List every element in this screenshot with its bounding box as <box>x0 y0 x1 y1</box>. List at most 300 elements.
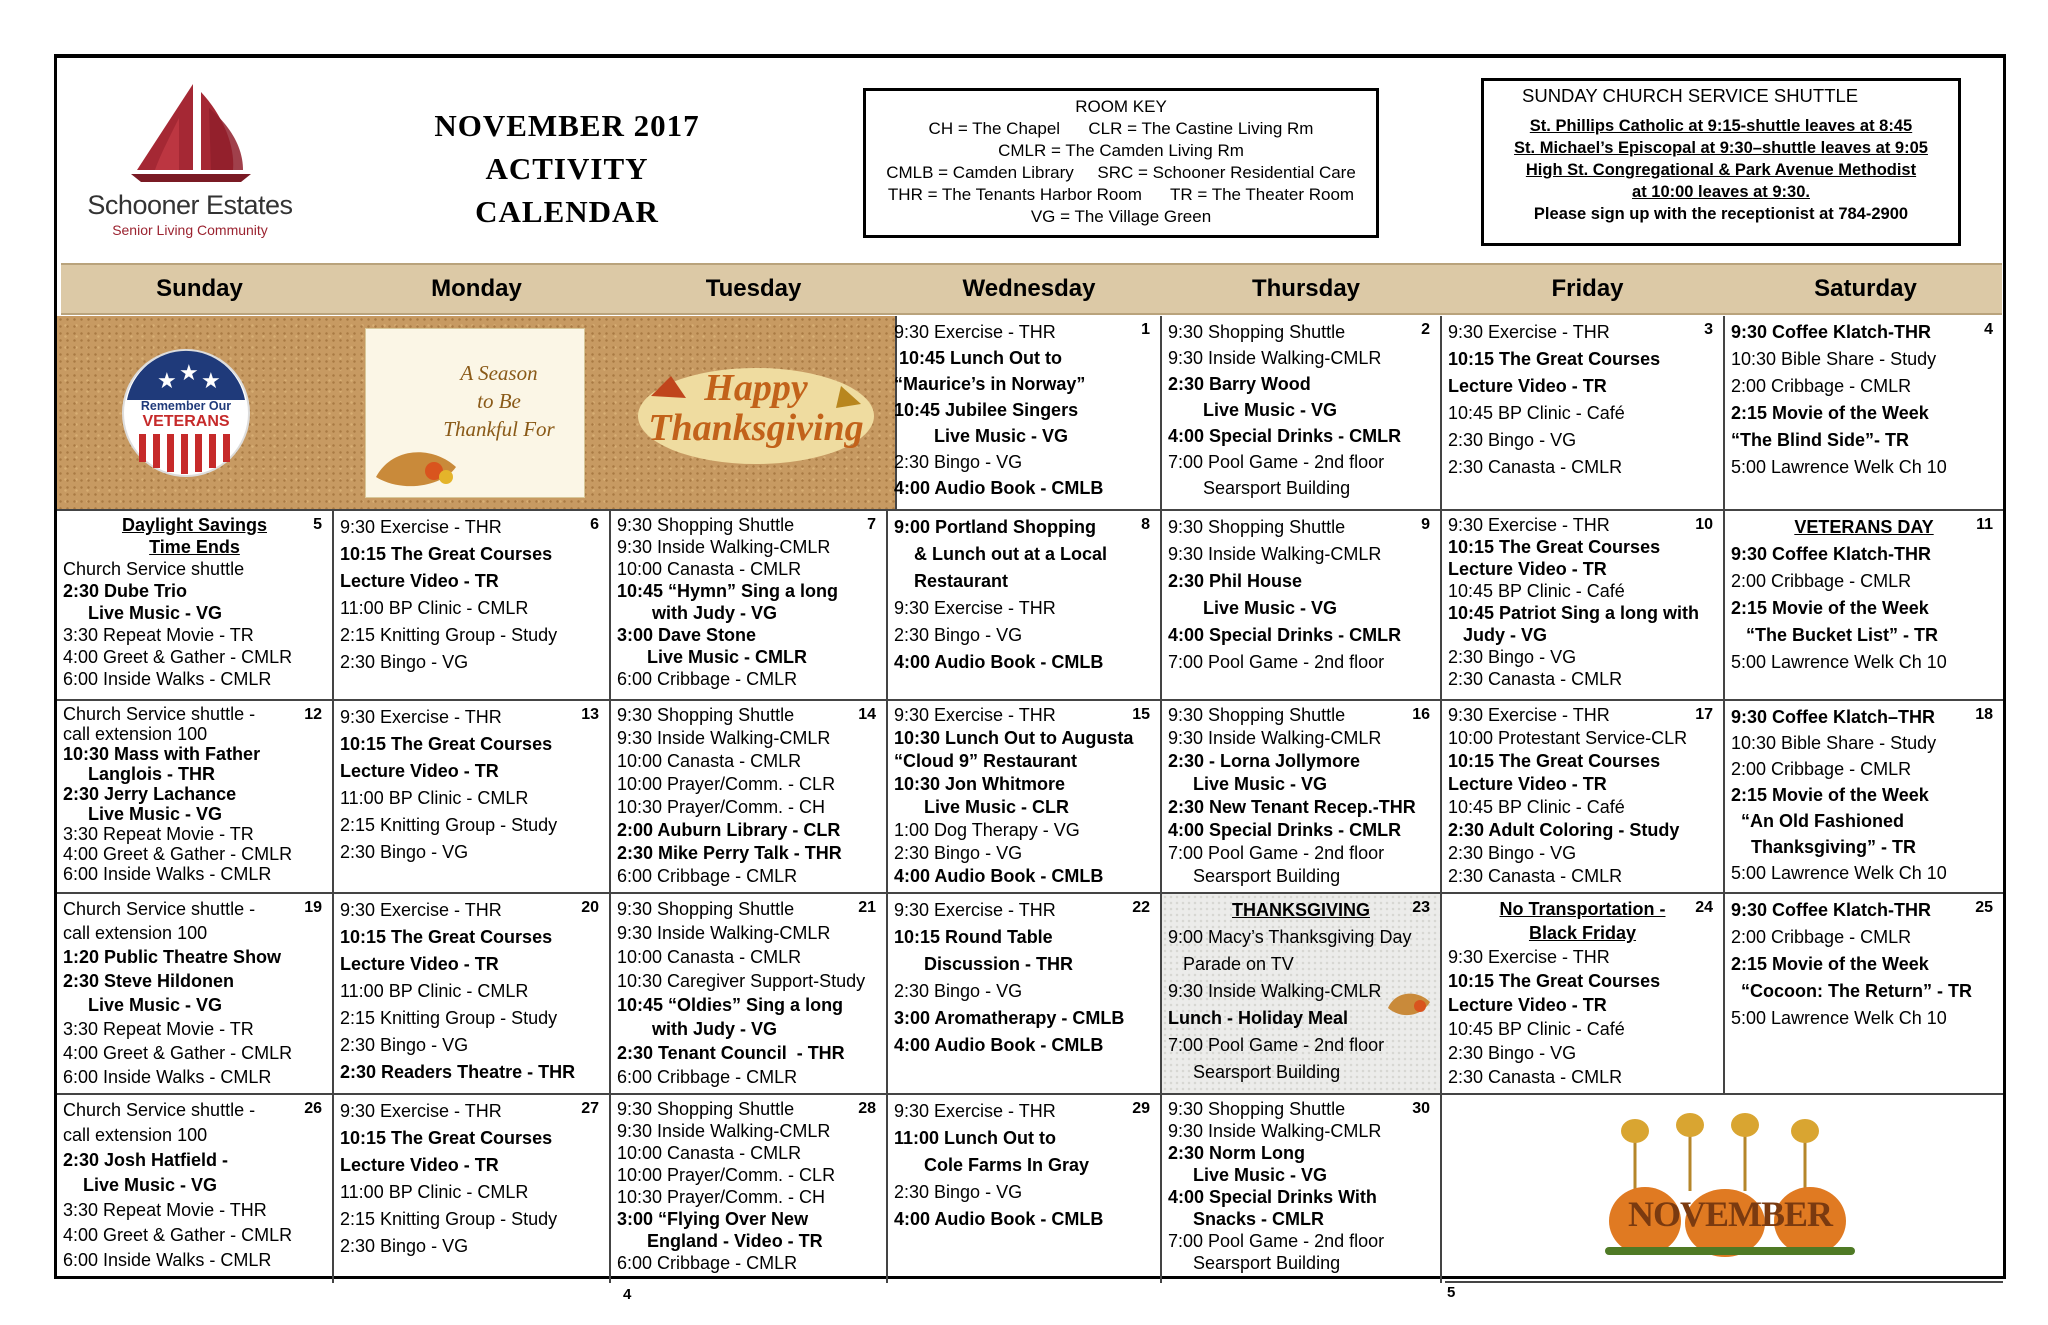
event-line: 10:15 The Great Courses <box>1448 971 1661 991</box>
event-line: 10:30 Prayer/Comm. - CH <box>617 797 826 817</box>
event-line: 9:30 Exercise - THR <box>1448 947 1610 967</box>
event-line: 10:00 Canasta - CMLR <box>617 1143 802 1163</box>
event-line: 11:00 BP Clinic - CMLR <box>340 981 529 1001</box>
shuttle-heading: SUNDAY CHURCH SERVICE SHUTTLE <box>1522 85 1859 106</box>
event-line: Lecture Video - TR <box>340 571 499 591</box>
event-line: 3:00 Dave Stone <box>617 625 757 645</box>
event-line: 10:15 Round Table <box>894 927 1053 947</box>
brand-name: Schooner Estates <box>87 190 293 220</box>
event-line: 2:30 Mike Perry Talk - THR <box>617 843 842 863</box>
event-line: Langlois - THR <box>63 764 215 784</box>
event-line: 9:30 Shopping Shuttle <box>1168 517 1346 537</box>
event-line: Church Service shuttle - <box>63 704 256 724</box>
day-number: 13 <box>581 706 599 723</box>
day-cell <box>1162 1095 1442 1283</box>
event-line: 2:15 Movie of the Week <box>1731 403 1929 423</box>
day-number: 17 <box>1695 706 1713 723</box>
day-cell <box>611 511 888 701</box>
event-line: Live Music - VG <box>1168 598 1338 618</box>
day-number: 2 <box>1421 321 1430 338</box>
weekday-label: Tuesday <box>705 275 802 302</box>
room-key-line: CH = The Chapel CLR = The Castine Living Rm <box>928 119 1314 138</box>
event-line: 1:20 Public Theatre Show <box>63 947 282 967</box>
event-line: 10:00 Canasta - CMLR <box>617 559 802 579</box>
event-line: 10:30 Lunch Out to Augusta <box>894 728 1134 748</box>
event-line: 9:30 Exercise - THR <box>894 322 1056 342</box>
event-line: 10:15 The Great Courses <box>1448 537 1661 557</box>
event-line: 3:00 “Flying Over New <box>617 1209 809 1229</box>
day-number: 11 <box>1976 516 1993 533</box>
event-line: 11:00 BP Clinic - CMLR <box>340 788 529 808</box>
event-line: 10:45 Jubilee Singers <box>894 400 1079 420</box>
event-line: 10:30 Prayer/Comm. - CH <box>617 1187 826 1207</box>
happy-text <box>631 368 881 448</box>
event-line: 10:45 Patriot Sing a long with <box>1448 603 1700 623</box>
room-key-line: CMLR = The Camden Living Rm <box>998 141 1244 160</box>
day-number: 15 <box>1132 706 1150 723</box>
svg-text:★: ★ <box>157 369 177 394</box>
event-line: 2:30 Norm Long <box>1168 1143 1306 1163</box>
event-line: 9:30 Coffee Klatch-THR <box>1731 322 1932 342</box>
page-number: 4 <box>623 1286 632 1303</box>
event-line: 4:00 Audio Book - CMLB <box>894 1209 1104 1229</box>
event-line: 9:30 Exercise - THR <box>1448 705 1610 725</box>
room-key-line: VG = The Village Green <box>1030 207 1212 226</box>
day-number: 4 <box>1984 321 1993 338</box>
day-cell <box>1162 316 1442 511</box>
event-line: Live Music - VG <box>1168 1165 1328 1185</box>
day-number: 14 <box>858 706 876 723</box>
november-graphic-cell <box>1445 1095 2003 1283</box>
day-cell <box>334 701 611 894</box>
event-line: Lecture Video - TR <box>1448 774 1607 794</box>
event-line: Searsport Building <box>1168 866 1341 886</box>
event-line: 6:00 Inside Walks - CMLR <box>63 864 272 884</box>
day-cell <box>1162 511 1442 701</box>
event-line: 7:00 Pool Game - 2nd floor <box>1168 1035 1385 1055</box>
event-line: 10:45 BP Clinic - Café <box>1448 797 1625 817</box>
event-line: 2:30 Josh Hatfield - <box>63 1150 229 1170</box>
event-line: 10:15 The Great Courses <box>340 1128 553 1148</box>
event-line: 9:30 Shopping Shuttle <box>1168 322 1346 342</box>
event-line: 9:30 Coffee Klatch-THR <box>1731 900 1932 920</box>
event-line: 10:00 Prayer/Comm. - CLR <box>617 774 836 794</box>
event-line: 2:30 Bingo - VG <box>340 842 469 862</box>
event-line: Black Friday <box>1528 923 1637 943</box>
day-number: 6 <box>590 516 599 533</box>
event-line: 9:30 Shopping Shuttle <box>1168 705 1346 725</box>
event-line: 9:00 Macy’s Thanksgiving Day <box>1168 927 1412 947</box>
event-line: Searsport Building <box>1168 478 1351 498</box>
day-number: 7 <box>867 516 876 533</box>
day-cell <box>1725 894 2003 1095</box>
day-number: 19 <box>304 899 322 916</box>
event-line: “An Old Fashioned <box>1731 811 1905 831</box>
event-line: Thanksgiving” - TR <box>1731 837 1917 857</box>
shuttle-line: High St. Congregational & Park Avenue Methodist <box>1525 161 1917 179</box>
event-line: 7:00 Pool Game - 2nd floor <box>1168 843 1385 863</box>
event-line: 10:00 Prayer/Comm. - CLR <box>617 1165 836 1185</box>
event-line: with Judy - VG <box>617 603 778 623</box>
logo <box>75 78 305 238</box>
event-line: 3:30 Repeat Movie - TR <box>63 824 254 844</box>
page-title <box>387 104 747 233</box>
event-line: 2:30 Jerry Lachance <box>63 784 237 804</box>
event-line: Judy - VG <box>1448 625 1548 645</box>
day-number: 8 <box>1141 516 1150 533</box>
day-number: 9 <box>1421 516 1430 533</box>
event-line: call extension 100 <box>63 923 208 943</box>
event-line: 9:30 Inside Walking-CMLR <box>617 728 831 748</box>
day-number: 12 <box>304 706 322 723</box>
shuttle-line: St. Phillips Catholic at 9:15-shuttle leaves at 8:45 <box>1529 117 1913 135</box>
day-number: 5 <box>313 516 322 533</box>
weekday-label: Thursday <box>1251 275 1361 302</box>
day-cell <box>611 701 888 894</box>
event-line: 5:00 Lawrence Welk Ch 10 <box>1731 457 1947 477</box>
event-line: 4:00 Special Drinks With <box>1168 1187 1377 1207</box>
event-line: 10:15 The Great Courses <box>1448 349 1661 369</box>
day-number: 3 <box>1704 321 1713 338</box>
event-line: Lecture Video - TR <box>340 1155 499 1175</box>
event-line: 7:00 Pool Game - 2nd floor <box>1168 1231 1385 1251</box>
event-line: 6:00 Inside Walks - CMLR <box>63 669 272 689</box>
day-number: 27 <box>581 1100 599 1117</box>
day-cell <box>611 1095 888 1283</box>
thankful-card <box>365 328 585 498</box>
day-number: 25 <box>1975 899 1993 916</box>
event-line: 9:30 Exercise - THR <box>894 705 1056 725</box>
day-cell <box>1442 894 1725 1095</box>
event-line: 2:30 Dube Trio <box>63 581 188 601</box>
event-line: 2:00 Cribbage - CMLR <box>1731 927 1912 947</box>
event-line: 7:00 Pool Game - 2nd floor <box>1168 452 1385 472</box>
event-line: 2:30 New Tenant Recep.-THR <box>1168 797 1416 817</box>
title-line: CALENDAR <box>475 194 659 229</box>
event-line: 9:30 Inside Walking-CMLR <box>1168 728 1382 748</box>
church-shuttle-box <box>1481 78 1961 246</box>
event-line: with Judy - VG <box>617 1019 778 1039</box>
event-line: Lecture Video - TR <box>1448 376 1607 396</box>
event-line: England - Video - TR <box>617 1231 823 1251</box>
day-cell <box>1442 511 1725 701</box>
event-line: 9:30 Coffee Klatch-THR <box>1731 544 1932 564</box>
event-line: Daylight Savings <box>121 515 268 535</box>
event-line: Live Music - VG <box>894 426 1069 446</box>
event-line: 2:30 Bingo - VG <box>1448 1043 1577 1063</box>
day-cell <box>1442 316 1725 511</box>
event-line: Lecture Video - TR <box>1448 995 1607 1015</box>
weekday-header <box>61 263 2002 315</box>
event-line: 10:00 Canasta - CMLR <box>617 751 802 771</box>
page-number: 5 <box>1447 1284 1456 1301</box>
event-line: 10:30 Caregiver Support-Study <box>617 971 866 991</box>
event-line: Church Service shuttle - <box>63 899 256 919</box>
day-cell <box>57 1095 334 1283</box>
event-line: 11:00 BP Clinic - CMLR <box>340 1182 529 1202</box>
thankful-line: A Season <box>460 361 538 385</box>
event-line: 9:30 Exercise - THR <box>340 707 502 727</box>
event-line: 2:00 Cribbage - CMLR <box>1731 376 1912 396</box>
svg-text:★: ★ <box>201 369 221 394</box>
event-line: 2:30 Bingo - VG <box>340 1236 469 1256</box>
event-line: Live Music - VG <box>63 995 223 1015</box>
day-cell <box>1442 701 1725 894</box>
event-line: 6:00 Cribbage - CMLR <box>617 1067 798 1087</box>
event-line: 9:30 Exercise - THR <box>340 1101 502 1121</box>
event-line: 9:30 Exercise - THR <box>1448 515 1610 535</box>
event-line: 10:45 BP Clinic - Café <box>1448 581 1625 601</box>
event-line: 6:00 Cribbage - CMLR <box>617 669 798 689</box>
event-line: 2:30 Bingo - VG <box>894 1182 1023 1202</box>
event-line: 9:30 Coffee Klatch–THR <box>1731 707 1936 727</box>
event-line: 2:30 Canasta - CMLR <box>1448 457 1623 477</box>
event-line: Live Music - VG <box>63 1175 218 1195</box>
event-line: 6:00 Cribbage - CMLR <box>617 1253 798 1273</box>
day-number: 30 <box>1412 1100 1430 1117</box>
room-key-box <box>863 88 1379 238</box>
event-line: 2:15 Movie of the Week <box>1731 598 1929 618</box>
shuttle-line: Please sign up with the receptionist at 784-2900 <box>1533 205 1909 223</box>
event-line: 9:30 Inside Walking-CMLR <box>617 923 831 943</box>
event-line: 9:30 Shopping Shuttle <box>617 515 795 535</box>
thankful-line: to Be <box>477 389 521 413</box>
event-line: 10:30 Bible Share - Study <box>1731 349 1937 369</box>
event-line: 5:00 Lawrence Welk Ch 10 <box>1731 1008 1947 1028</box>
event-line: 9:30 Exercise - THR <box>340 900 502 920</box>
sailboat-logo-icon <box>75 78 305 188</box>
event-line: 4:00 Audio Book - CMLB <box>894 866 1104 886</box>
event-line: 9:30 Inside Walking-CMLR <box>1168 1121 1382 1141</box>
event-line: 9:30 Shopping Shuttle <box>617 705 795 725</box>
event-line: Parade on TV <box>1168 954 1294 974</box>
event-line: Live Music - VG <box>63 603 223 623</box>
event-line: 9:30 Shopping Shuttle <box>617 1099 795 1119</box>
event-line: 7:00 Pool Game - 2nd floor <box>1168 652 1385 672</box>
event-line: 10:45 Lunch Out to <box>894 348 1063 368</box>
day-cell <box>888 701 1162 894</box>
event-line: call extension 100 <box>63 1125 208 1145</box>
event-line: 4:00 Special Drinks - CMLR <box>1168 625 1402 645</box>
event-line: 10:45 BP Clinic - Café <box>1448 403 1625 423</box>
veterans-text: VETERANS <box>142 413 230 430</box>
calendar-grid <box>57 316 2003 1283</box>
event-line: “The Bucket List” - TR <box>1731 625 1939 645</box>
room-key-heading: ROOM KEY <box>1075 97 1167 116</box>
event-line: 9:30 Exercise - THR <box>894 1101 1056 1121</box>
day-cell <box>334 1095 611 1283</box>
event-line: 2:30 Bingo - VG <box>1448 647 1577 667</box>
weekday-label: Friday <box>1551 275 1624 302</box>
event-line: 4:00 Audio Book - CMLB <box>894 478 1104 498</box>
day-cell <box>1162 701 1442 894</box>
event-line: 4:00 Special Drinks - CMLR <box>1168 426 1402 446</box>
event-line: VETERANS DAY <box>1794 517 1934 537</box>
event-line: Lunch - Holiday Meal <box>1168 1008 1349 1028</box>
event-line: 2:30 Canasta - CMLR <box>1448 1067 1623 1087</box>
event-line: Discussion - THR <box>894 954 1074 974</box>
event-line: 2:15 Knitting Group - Study <box>340 625 558 645</box>
event-line: 3:30 Repeat Movie - THR <box>63 1200 267 1220</box>
event-line: 9:30 Inside Walking-CMLR <box>617 537 831 557</box>
day-cell <box>888 894 1162 1095</box>
event-line: 10:30 Jon Whitmore <box>894 774 1066 794</box>
day-cell <box>57 894 334 1095</box>
event-line: Time Ends <box>149 537 240 557</box>
happy-thanksgiving-graphic <box>631 346 881 476</box>
day-cell <box>1725 701 2003 894</box>
event-line: 2:30 Bingo - VG <box>1448 843 1577 863</box>
event-line: Live Music - VG <box>1168 774 1328 794</box>
event-line: 9:30 Exercise - THR <box>894 598 1056 618</box>
event-line: 10:30 Bible Share - Study <box>1731 733 1937 753</box>
shuttle-line: St. Michael’s Episcopal at 9:30–shuttle leaves at 9:05 <box>1514 139 1928 157</box>
event-line: 11:00 BP Clinic - CMLR <box>340 598 529 618</box>
event-line: 5:00 Lawrence Welk Ch 10 <box>1731 652 1947 672</box>
event-line: Live Music - CLR <box>894 797 1070 817</box>
event-line: 10:15 The Great Courses <box>340 544 553 564</box>
day-cell <box>57 701 334 894</box>
event-line: 3:00 Aromatherapy - CMLB <box>894 1008 1125 1028</box>
day-number: 10 <box>1695 516 1713 533</box>
event-line: 3:30 Repeat Movie - TR <box>63 1019 254 1039</box>
event-line: 9:30 Inside Walking-CMLR <box>1168 544 1382 564</box>
decorative-banner <box>57 316 897 511</box>
day-cell <box>888 316 1162 511</box>
day-cell <box>611 894 888 1095</box>
day-cell <box>888 1095 1162 1283</box>
day-cell <box>888 511 1162 701</box>
event-line: 11:00 Lunch Out to <box>894 1128 1057 1148</box>
event-line: 10:15 The Great Courses <box>1448 751 1661 771</box>
event-line: 4:00 Special Drinks - CMLR <box>1168 820 1402 840</box>
event-line: Live Music - CMLR <box>617 647 808 667</box>
event-line: 9:30 Inside Walking-CMLR <box>1168 348 1382 368</box>
day-number: 21 <box>858 899 876 916</box>
event-line: Lecture Video - TR <box>1448 559 1607 579</box>
event-line: 10:45 “Oldies” Sing a long <box>617 995 844 1015</box>
event-line: 4:00 Audio Book - CMLB <box>894 1035 1104 1055</box>
event-line: No Transportation - <box>1499 899 1666 919</box>
event-line: 1:00 Dog Therapy - VG <box>894 820 1080 840</box>
day-cell <box>334 511 611 701</box>
happy-line: Happy <box>704 367 808 409</box>
event-line: 10:45 BP Clinic - Café <box>1448 1019 1625 1039</box>
event-line: 2:30 Adult Coloring - Study <box>1448 820 1680 840</box>
day-number: 1 <box>1141 321 1150 338</box>
thankful-line: Thankful For <box>443 417 555 441</box>
title-line: NOVEMBER 2017 <box>434 108 700 143</box>
event-line: Live Music - VG <box>1168 400 1338 420</box>
day-cell <box>1725 511 2003 701</box>
veterans-text: Remember Our <box>140 399 232 413</box>
event-line: “Cocoon: The Return” - TR <box>1731 981 1972 1001</box>
event-line: 9:30 Exercise - THR <box>340 517 502 537</box>
event-line: Snacks - CMLR <box>1168 1209 1325 1229</box>
day-number: 18 <box>1975 706 1993 723</box>
event-line: Restaurant <box>894 571 1009 591</box>
day-number: 28 <box>858 1100 876 1117</box>
brand-tagline: Senior Living Community <box>112 222 268 238</box>
event-line: 2:00 Cribbage - CMLR <box>1731 759 1912 779</box>
event-line: 2:30 Bingo - VG <box>340 652 469 672</box>
event-line: 10:00 Canasta - CMLR <box>617 947 802 967</box>
day-cell <box>57 511 334 701</box>
event-line: 10:45 “Hymn” Sing a long <box>617 581 839 601</box>
day-number: 20 <box>581 899 599 916</box>
event-line: 4:00 Greet & Gather - CMLR <box>63 1043 293 1063</box>
event-line: 5:00 Lawrence Welk Ch 10 <box>1731 863 1947 883</box>
event-line: & Lunch out at a Local <box>894 544 1108 564</box>
day-number: 24 <box>1695 899 1713 916</box>
event-line: 4:00 Audio Book - CMLB <box>894 652 1104 672</box>
event-line: 2:30 Bingo - VG <box>894 843 1023 863</box>
event-line: 2:30 Bingo - VG <box>894 625 1023 645</box>
event-line: 9:30 Shopping Shuttle <box>617 899 795 919</box>
veterans-badge-icon <box>117 348 255 478</box>
event-line: 2:00 Cribbage - CMLR <box>1731 571 1912 591</box>
event-line: 9:30 Exercise - THR <box>1448 322 1610 342</box>
event-line: 2:30 Bingo - VG <box>894 981 1023 1001</box>
calendar-page <box>54 54 2006 1303</box>
day-number: 26 <box>304 1100 322 1117</box>
event-line: Church Service shuttle - <box>63 1100 256 1120</box>
event-line: 2:30 Tenant Council - THR <box>617 1043 845 1063</box>
day-number: 22 <box>1132 899 1150 916</box>
weekday-label: Wednesday <box>962 275 1096 302</box>
event-line: 2:30 Bingo - VG <box>894 452 1023 472</box>
weekday-label: Saturday <box>1814 275 1917 302</box>
event-line: 2:00 Auburn Library - CLR <box>617 820 841 840</box>
weekday-label: Sunday <box>156 275 243 302</box>
event-line: 10:30 Mass with Father <box>63 744 261 764</box>
pumpkins-wheat-icon <box>1605 1111 1855 1261</box>
room-key-line: THR = The Tenants Harbor Room TR = The Theater Room <box>887 185 1355 204</box>
event-line: Searsport Building <box>1168 1062 1341 1082</box>
event-line: Church Service shuttle <box>63 559 245 579</box>
event-line: “The Blind Side”- TR <box>1731 430 1909 450</box>
day-cell <box>334 894 611 1095</box>
day-cell <box>1725 316 2003 511</box>
event-line: 6:00 Inside Walks - CMLR <box>63 1067 272 1087</box>
event-line: 9:00 Portland Shopping <box>894 517 1097 537</box>
svg-text:★: ★ <box>179 361 199 386</box>
event-line: 2:15 Movie of the Week <box>1731 785 1929 805</box>
event-line: Lecture Video - TR <box>340 761 499 781</box>
event-line: 2:30 - Lorna Jollymore <box>1168 751 1361 771</box>
event-line: 2:15 Movie of the Week <box>1731 954 1929 974</box>
event-line: 9:30 Inside Walking-CMLR <box>617 1121 831 1141</box>
happy-line: Thanksgiving <box>648 407 864 449</box>
event-line: 2:30 Bingo - VG <box>1448 430 1577 450</box>
event-line: THANKSGIVING <box>1231 900 1370 920</box>
event-line: 9:30 Exercise - THR <box>894 900 1056 920</box>
november-word: NOVEMBER <box>1627 1194 1832 1234</box>
event-line: 3:30 Repeat Movie - TR <box>63 625 254 645</box>
day-number: 29 <box>1132 1100 1150 1117</box>
event-line: 10:15 The Great Courses <box>340 927 553 947</box>
title-line: ACTIVITY <box>485 151 649 186</box>
event-line: “Maurice’s in Norway” <box>894 374 1086 394</box>
cornucopia-icon <box>372 437 462 495</box>
event-line: 2:30 Readers Theatre - THR <box>340 1062 576 1082</box>
event-line: 2:30 Steve Hildonen <box>63 971 235 991</box>
event-line: 2:30 Canasta - CMLR <box>1448 669 1623 689</box>
event-line: 9:30 Inside Walking-CMLR <box>1168 981 1382 1001</box>
room-key-line: CMLB = Camden Library SRC = Schooner Residential Care <box>886 163 1356 182</box>
event-line: 2:30 Phil House <box>1168 571 1303 591</box>
event-line: 9:30 Shopping Shuttle <box>1168 1099 1346 1119</box>
